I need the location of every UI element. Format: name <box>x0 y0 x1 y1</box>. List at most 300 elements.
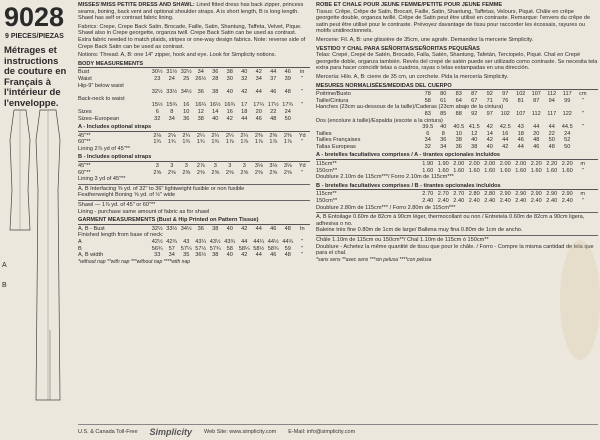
table-cell: 10 <box>183 108 190 115</box>
table-cell: 40 <box>226 252 233 259</box>
metric-view-a-table <box>316 161 598 174</box>
table-cell <box>237 83 252 90</box>
table-cell: 2¼ <box>211 132 220 139</box>
table-cell: 31½ <box>166 69 178 76</box>
table-cell: 42 <box>486 124 493 131</box>
table-cell <box>237 96 252 103</box>
table-cell: 24 <box>564 130 571 137</box>
table-cell: 2⅝ <box>225 169 234 176</box>
table-row <box>78 116 310 123</box>
table-cell: 2.90 <box>499 191 511 198</box>
table-cell: 17¼ <box>253 102 265 109</box>
table-cell: 2.00 <box>453 161 465 168</box>
phone-label: U.S. & Canada Toll-Free <box>78 429 138 435</box>
table-cell: 40 <box>486 143 493 150</box>
table-cell: 2.70 <box>422 191 434 198</box>
table-cell: 2.90 <box>546 191 558 198</box>
table-cell: 38 <box>226 69 233 76</box>
spanish-title: VESTIDO Y CHAL PARA SEÑORITAS/SEÑORITAS PEQUEÑAS <box>316 45 480 52</box>
table-cell: 44 <box>241 239 248 245</box>
table-cell: 44½ <box>267 239 279 245</box>
table-cell: 71 <box>486 97 493 104</box>
row-label: Hip-9" below waist <box>78 82 124 89</box>
table-row <box>78 102 310 109</box>
table-cell: Yd <box>298 132 306 139</box>
table-cell: In <box>299 225 305 232</box>
table-cell: 38 <box>212 252 219 259</box>
table-cell <box>208 232 223 239</box>
table-row <box>316 191 598 198</box>
table-cell: 2⅞ <box>196 163 205 170</box>
table-cell: 36 <box>455 143 462 150</box>
row-label: Tallas Europeas <box>316 143 356 150</box>
view-b-yardage-table <box>78 163 310 176</box>
table-cell: 88 <box>455 110 462 117</box>
table-cell: 44.5 <box>561 124 573 131</box>
table-cell: " <box>301 139 304 146</box>
table-cell: 1.60 <box>437 167 449 174</box>
table-cell: 2¼ <box>196 132 205 139</box>
table-cell: 2⅝ <box>196 169 205 176</box>
table-cell: 1.90 <box>437 161 449 168</box>
table-cell: 1.60 <box>484 167 496 174</box>
table-cell: 92 <box>486 91 493 98</box>
table-cell <box>281 96 296 103</box>
table-cell: 40 <box>226 89 233 96</box>
table-cell: 32½ <box>151 89 163 96</box>
table-cell: 1.60 <box>561 167 573 174</box>
table-cell: 40 <box>241 69 248 76</box>
table-cell: 2.40 <box>530 198 542 205</box>
table-cell: 44¼ <box>253 239 265 245</box>
table-row <box>316 198 598 205</box>
table-row <box>316 161 598 168</box>
table-cell: 1⅞ <box>254 139 263 146</box>
table-cell: 2.90 <box>530 191 542 198</box>
table-cell: 17¾ <box>282 102 294 109</box>
table-cell <box>575 118 591 125</box>
table-cell: 16 <box>226 108 233 115</box>
garment-measurements-header: GARMENT MEASUREMENTS (Bust & Hip Printed on Pattern Tissue) <box>78 217 310 225</box>
table-cell <box>451 104 467 111</box>
table-cell: 25 <box>183 75 190 82</box>
french-spanish-column <box>316 2 598 263</box>
table-cell: " <box>301 252 304 259</box>
french-instructions-note: Métrages et instructions de couture en Français à l'intérieur de l'enveloppe. <box>4 45 67 109</box>
table-cell: 40 <box>440 124 447 131</box>
table-cell <box>295 109 310 116</box>
table-cell: 57½ <box>195 245 207 252</box>
table-cell <box>513 104 529 111</box>
table-cell: 59 <box>284 245 291 252</box>
table-cell: 2⅝ <box>153 169 162 176</box>
view-b-yardage-header: B - Includes optional straps <box>78 154 310 162</box>
table-cell <box>295 116 310 123</box>
table-cell: 20 <box>533 130 540 137</box>
metric-view-b-header: B - bretelles facultatives comprises / B - tirantes opcionales incluidos <box>316 183 598 191</box>
table-row <box>316 118 598 125</box>
table-cell: 2.20 <box>561 161 573 168</box>
table-cell: " <box>581 97 584 104</box>
table-cell: 36 <box>197 89 204 96</box>
table-cell: 87 <box>471 91 478 98</box>
table-cell: 43¼ <box>195 239 207 245</box>
table-cell: 112 <box>547 91 557 98</box>
table-cell: 6 <box>426 130 430 137</box>
table-cell: 1⅞ <box>225 139 234 146</box>
table-cell <box>165 232 180 239</box>
table-cell: 40.5 <box>453 124 465 131</box>
table-cell: 87 <box>533 97 540 104</box>
table-cell <box>295 96 310 103</box>
table-cell: 8 <box>441 130 445 137</box>
table-cell: 44 <box>255 89 262 96</box>
table-cell: 34½ <box>180 225 192 232</box>
table-cell: 1.60 <box>453 167 465 174</box>
table-cell <box>436 104 452 111</box>
shawl-yardage: Shawl — 1⅞ yd. of 45" or 60"** <box>78 202 156 209</box>
table-cell: 2⅝ <box>240 169 249 176</box>
table-row <box>316 91 598 98</box>
table-cell <box>482 104 498 111</box>
table-cell: 1⅞ <box>269 139 278 146</box>
table-cell: 1⅞ <box>240 139 249 146</box>
table-cell: 2⅜ <box>283 132 292 139</box>
table-row <box>78 252 310 259</box>
row-label: Tailles Françaises <box>316 137 361 144</box>
english-notions: Notions: Thread. A, B: one 14" zipper, hook and eye. Look for Simplicity notions. <box>78 52 277 59</box>
table-cell: 56¾ <box>151 245 163 252</box>
table-cell: 1.60 <box>530 167 542 174</box>
table-cell: 36 <box>440 137 447 144</box>
table-cell: 117 <box>547 110 557 117</box>
row-label: 45"** <box>78 132 91 139</box>
table-cell: 16½ <box>209 102 221 109</box>
table-cell: 43½ <box>209 239 221 245</box>
table-cell: " <box>581 167 584 174</box>
table-row <box>78 76 310 83</box>
table-cell: 43 <box>183 239 190 245</box>
table-cell: 1.60 <box>422 167 434 174</box>
table-cell: 2⅛ <box>167 132 176 139</box>
table-cell: 61 <box>440 97 447 104</box>
table-cell <box>252 96 267 103</box>
row-label <box>78 89 150 96</box>
view-b-lining: Lining 3 yd of 45"** <box>78 176 126 183</box>
table-cell: 44 <box>255 252 262 259</box>
row-label: 150cm** <box>316 198 338 205</box>
table-cell: 12 <box>471 130 478 137</box>
table-cell: 32 <box>241 75 248 82</box>
table-cell: " <box>581 124 584 131</box>
table-cell: 42.5 <box>499 124 511 131</box>
table-cell: 76 <box>502 97 509 104</box>
table-row <box>78 170 310 177</box>
table-cell: 44 <box>533 124 540 131</box>
table-cell <box>467 118 483 125</box>
table-cell: 18 <box>241 108 248 115</box>
table-cell: 2.70 <box>453 191 465 198</box>
table-row <box>78 226 310 233</box>
web-site[interactable]: Web Site: www.simplicity.com <box>204 429 277 435</box>
table-cell <box>529 118 545 125</box>
table-cell: 38 <box>212 89 219 96</box>
table-cell: 57 <box>168 245 175 252</box>
table-cell: 16 <box>183 102 190 109</box>
table-cell <box>179 232 194 239</box>
table-cell <box>544 104 560 111</box>
row-label: 150cm** <box>316 167 338 174</box>
table-cell: 2¼ <box>240 132 249 139</box>
view-a-label: A <box>2 262 7 269</box>
table-cell: 34½ <box>180 89 192 96</box>
row-label: 115cm** <box>316 191 337 198</box>
table-cell: 44 <box>255 225 262 232</box>
table-cell: 117 <box>562 91 572 98</box>
table-cell: 97 <box>502 91 509 98</box>
table-cell: 18 <box>517 130 524 137</box>
table-cell: 43 <box>517 124 524 131</box>
table-cell: 33½ <box>166 225 178 232</box>
table-cell: 38 <box>212 225 219 232</box>
table-cell: 2⅝ <box>211 169 220 176</box>
table-cell: 2.70 <box>437 191 449 198</box>
table-cell: 46 <box>284 69 291 76</box>
table-row <box>316 168 598 175</box>
table-cell: 2.40 <box>546 198 558 205</box>
table-cell <box>513 118 529 125</box>
english-column <box>78 2 310 265</box>
row-label <box>316 124 420 131</box>
email-address[interactable]: E-Mail: info@simplicity.com <box>288 429 356 435</box>
table-cell: 42 <box>255 69 262 76</box>
table-row <box>78 69 310 76</box>
row-label: Taille/Cintura <box>316 97 349 104</box>
french-title: ROBE ET CHALE POUR JEUNE FEMME/PETITE POUR JEUNE FEMME <box>316 2 503 8</box>
table-cell <box>498 118 514 125</box>
table-cell <box>560 118 576 125</box>
table-cell: 40 <box>226 225 233 232</box>
view-b-label: B <box>2 282 7 289</box>
table-cell: 3 <box>228 163 232 170</box>
pattern-number: 9028 <box>4 2 65 32</box>
table-cell: " <box>301 245 304 252</box>
table-row <box>78 139 310 146</box>
table-cell <box>467 104 483 111</box>
table-cell: 22 <box>270 108 277 115</box>
table-cell: 2.00 <box>484 161 496 168</box>
metric-measurements-header: MESURES NORMALISÉES/MEDIDAS DEL CUERPO <box>316 83 598 91</box>
table-cell: 10 <box>455 130 462 137</box>
metric-view-b-lining: Doublure 2.80m de 115cm*** / Forro 2.80m de 115cm*** <box>316 204 456 211</box>
table-cell: 3 <box>213 163 217 170</box>
table-cell <box>281 232 296 239</box>
table-cell <box>150 232 165 239</box>
table-cell: 1.60 <box>546 167 558 174</box>
table-cell: 36½ <box>195 252 207 259</box>
table-cell: 44¾ <box>282 239 294 245</box>
table-cell: " <box>301 75 304 82</box>
table-cell: 34 <box>255 75 262 82</box>
table-cell: 46 <box>517 137 524 144</box>
table-cell: 39 <box>284 75 291 82</box>
table-row <box>316 104 598 111</box>
table-cell: " <box>301 89 304 96</box>
table-cell: 36 <box>183 115 190 122</box>
table-cell: 107 <box>531 91 541 98</box>
english-fabrics: Fabrics: Crepe, Crepe Back Satin, Brocade, Faille, Satin, Shantung, Taffeta, Velvet, Pique. Shawl also in Crepe georgette, organza twill. Crepe Back Satin can be used as contrast. Extra fabric needed to match plaids, stripes or one-way design fabrics. Note: reverse side of Crepe Back Satin can be used as contrast. <box>78 23 306 50</box>
table-row <box>78 232 310 239</box>
table-cell: 2.40 <box>499 198 511 205</box>
table-cell: 32 <box>154 115 161 122</box>
table-cell: 48 <box>284 252 291 259</box>
row-label: A, B width <box>78 252 104 259</box>
table-cell: 30 <box>226 75 233 82</box>
table-row <box>316 144 598 151</box>
view-a-lining: Lining 2⅞ yd of 45"** <box>78 145 131 152</box>
table-cell: 2.20 <box>530 161 542 168</box>
boning-note: Featherweight Boning ⅝ yd. of ½" wide <box>78 192 176 199</box>
table-cell: 46 <box>533 143 540 150</box>
table-row <box>78 109 310 116</box>
table-cell: 40 <box>212 115 219 122</box>
garment-measurements-table <box>78 226 310 259</box>
table-cell: 42 <box>241 252 248 259</box>
table-cell: 81 <box>517 97 524 104</box>
table-cell <box>560 104 576 111</box>
table-cell: 2⅜ <box>269 132 278 139</box>
table-cell: 1.60 <box>499 167 511 174</box>
table-cell <box>266 232 281 239</box>
table-cell: 57¾ <box>209 245 221 252</box>
row-label <box>78 102 150 109</box>
table-cell: 34 <box>424 137 431 144</box>
table-cell: " <box>301 169 304 176</box>
table-cell: 46 <box>255 115 262 122</box>
table-cell: 3⅛ <box>269 163 278 170</box>
interfacing-note: A, B Interfacing ⅜ yd. of 32" to 36" lightweight fusible or non fusible <box>78 185 245 192</box>
table-cell <box>575 104 591 111</box>
table-cell <box>266 83 281 90</box>
table-cell <box>295 232 310 239</box>
table-row <box>78 163 310 170</box>
table-cell: 43¾ <box>224 239 236 245</box>
brand-logo: Simplicity <box>149 427 193 437</box>
french-description: Tissus: Crêpe, Crêpe de Satin, Brocart, Faille, Satin, Shantung, Taffetas, Velours, Piqué. Châle en crêpe georgette double, organza twillé. Crêpe de Satin peut être utilisé en contraste. Remarque: l'envers du crêpe de satin peut être utilisé pour le contraste. Prévoyez davantage de tissu pour raccorder les écossais, rayures ou motifs unidirectionnels. <box>316 8 591 35</box>
metric-view-b-table <box>316 191 598 204</box>
table-cell: " <box>301 102 304 109</box>
table-cell: in <box>300 69 305 76</box>
table-cell: 32½ <box>151 225 163 232</box>
table-cell: 80 <box>440 91 447 98</box>
table-cell: 2¼ <box>182 132 191 139</box>
table-cell: 102 <box>500 110 510 117</box>
table-cell: 36 <box>212 69 219 76</box>
table-cell <box>194 232 209 239</box>
table-cell: 2.90 <box>561 191 573 198</box>
table-cell <box>223 96 238 103</box>
table-cell <box>544 118 560 125</box>
english-description: Lined fitted dress has back zipper, princess seams, boning, back vent and optional shoulder straps. A is short length, B is long length. Shawl has self or contrast fabric lining. <box>78 2 304 22</box>
table-cell: 50 <box>548 137 555 144</box>
row-label: 60"** <box>78 139 91 146</box>
table-cell: 38 <box>455 137 462 144</box>
table-cell: 17½ <box>267 102 279 109</box>
table-cell: 2⅝ <box>283 169 292 176</box>
table-cell: 2⅝ <box>182 169 191 176</box>
table-cell: 92 <box>471 110 478 117</box>
table-cell <box>194 83 209 90</box>
row-label: Back-neck to waist <box>78 95 125 102</box>
table-cell: 2.20 <box>546 161 558 168</box>
table-row <box>78 89 310 96</box>
table-cell: 2¼ <box>225 132 234 139</box>
french-mercerie: Mercerie: Fil. A, B: une glissière de 35cm, une agrafe. Demandez la mercerie Simplicity. <box>316 36 534 43</box>
row-label: Sizes–European <box>78 115 120 122</box>
table-cell: 67 <box>471 97 478 104</box>
table-cell: 83 <box>424 110 431 117</box>
table-cell: 58¼ <box>238 245 250 252</box>
table-cell: m <box>580 191 586 198</box>
table-cell: 34 <box>168 115 175 122</box>
table-cell <box>252 232 267 239</box>
table-cell: 1¾ <box>196 139 205 146</box>
table-cell: 42 <box>486 137 493 144</box>
table-cell: 48 <box>548 143 555 150</box>
table-cell: 1¾ <box>182 139 191 146</box>
table-cell: 78 <box>424 91 431 98</box>
table-cell: 2.80 <box>468 191 480 198</box>
table-cell: 35 <box>183 252 190 259</box>
table-cell: 2.40 <box>422 198 434 205</box>
table-cell: 2.40 <box>437 198 449 205</box>
table-cell: 2.00 <box>499 161 511 168</box>
table-cell: Yd <box>298 163 306 170</box>
table-cell: 2⅛ <box>153 132 162 139</box>
table-cell: 83 <box>455 91 462 98</box>
metric-footnote: *sans sens **avec sens ***sin pelusa ****con pelusa <box>316 256 432 263</box>
table-cell <box>420 118 436 125</box>
table-cell: 102 <box>516 91 526 98</box>
table-cell: 48 <box>284 89 291 96</box>
row-label: B <box>78 245 82 252</box>
table-row <box>78 83 310 90</box>
table-cell: 57¼ <box>180 245 192 252</box>
table-cell: " <box>581 198 584 205</box>
table-cell: 2⅝ <box>254 169 263 176</box>
pieces-count: 9 PIECES/PIEZAS <box>5 33 64 40</box>
table-cell: 44 <box>517 143 524 150</box>
view-a-yardage-table <box>78 133 310 146</box>
table-cell <box>165 96 180 103</box>
table-row <box>78 246 310 253</box>
row-label <box>316 111 420 118</box>
table-cell <box>498 104 514 111</box>
table-cell: 2.40 <box>453 198 465 205</box>
table-cell: 32 <box>424 143 431 150</box>
row-label: Dos (encolure à taille)/Espalda (escote a la cintura) <box>316 117 443 124</box>
table-cell <box>529 104 545 111</box>
body-measurements-header: BODY MEASUREMENTS <box>78 61 310 69</box>
table-cell: 94 <box>548 97 555 104</box>
table-row <box>78 133 310 140</box>
chale-yardage: Châle 1.10m de 115cm ou 150cm**/ Chal 1.10m de 115cm ó 150cm** <box>316 237 489 243</box>
table-cell: cm <box>579 91 587 98</box>
table-cell: 20 <box>255 108 262 115</box>
table-cell <box>281 83 296 90</box>
table-cell: 2.80 <box>484 191 496 198</box>
table-cell: " <box>301 239 304 245</box>
